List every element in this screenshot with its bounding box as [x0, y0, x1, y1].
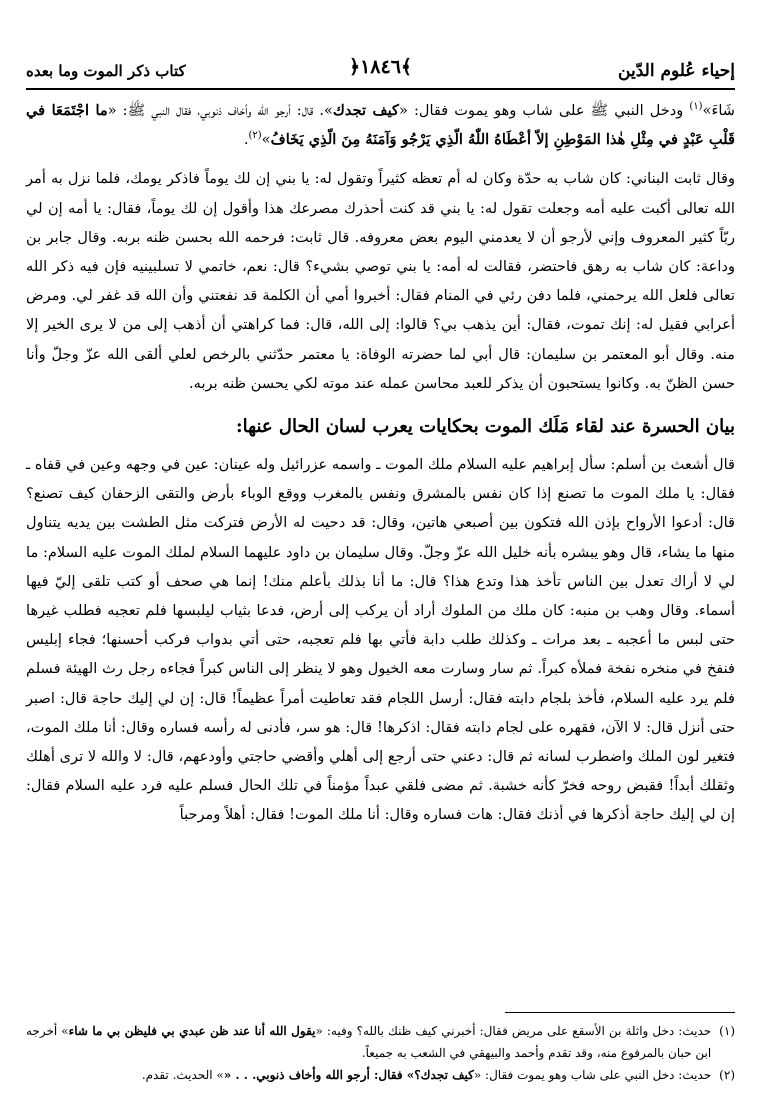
text-fragment: » أخرجه ابن حبان بالمرفوع منه، وقد تقدم وأحمد والبيهقي في الشعب به جميعاً.: [26, 1024, 712, 1060]
text-fragment: .: [243, 131, 249, 149]
text-fragment: » الحديث. تقدم.: [141, 1068, 224, 1082]
paragraph-3: قال أشعث بن أسلم: سأل إبراهيم عليه السلام ملك الموت ـ واسمه عزرائيل وله عينان: عين في وجهه وعين في قفاه ـ فقال: يا ملك الموت ما تصنع إذا كان نفس بالمشرق ونفس بالمغرب ووقع الوباء بأرض والتقى الزحفان كيف تصنع؟ قال: أدعوا الأرواح بإذن الله فتكون بين أصبعي هاتين، وقال: قد دحيت له الأرض فتركت مثل الطشت بين يديه يتناول منها ما يشاء، قال وهو يبشره بأنه خليل الله عزّ وجلّ. وقال سليمان بن داود عليهما السلام لملك الموت عليه السلام: ما لي لا أراك تعدل بين الناس تأخذ هذا وتدع هذا؟ قال: ما أنا بذلك بأعلم منك! إنما هي صحف أو كتب تلقى إليّ فيها أسماء. وقال وهب بن منبه: كان ملك من الملوك أراد أن يركب إلى أرض، فدعا بثياب ليلبسها فلم تعجبه فطلب غيرها حتى لبس ما أعجبه ـ بعد مرات ـ وكذلك طلب دابة فأتي بها فلم تعجبه، حتى أتي بدواب فركب أحسنها؛ فجاء إبليس فنفخ في منخره نفخة فملأه كبراً. ثم سار وسارت معه الخيول وهو لا ينظر إلى الناس كبراً فجاءه رجل رث الهيئة فسلم فلم يرد عليه السلام، فأخذ بلجام دابته فقال: أرسل اللجام فقد تعاطيت أمراً عظيماً! قال: إن لي إليك حاجة قال: اصبر حتى أنزل قال: لا الآن، فقهره على لجام دابته فقال: اذكرها! قال: هو سر، فأدنى له رأسه فساره وقال: أنا ملك الموت، فتغير لون الملك واضطرب لسانه ثم قال: دعني حتى أرجع إلى أهلي وأقضي حاجتي وأودعهم، قال: لا والله لا ترى أهلك وثقلك أبداً! فقبض روحه فخرّ كأنه خشبة. ثم مضى فلقي عبداً مؤمناً في تلك الحال فسلم عليه فرد عليه السلام فقال: إن لي إليك حاجة أذكرها في أذنك فقال: هات فساره وقال: أنا ملك الموت! فقال: أهلاً ومرحباً: [26, 456, 735, 824]
text-fragment: ». قال: أرجو الله وأخاف ذنوبي، فقال النبي ﷺ: «: [107, 102, 333, 119]
running-header: [26, 54, 735, 90]
footnotes: [26, 1020, 735, 1086]
footnote-number: (١): [719, 1024, 735, 1038]
book-title: إحياء عُلوم الدّين: [618, 61, 735, 81]
footnote-divider: [505, 1012, 735, 1013]
paragraph-2: وقال ثابت البناني: كان شاب به حدّة وكان له أم تعظه كثيراً وتقول له: يا بني إن لك يوماً فاذكر يومك، فلما نزل به أمر الله تعالى أكبت عليه أمه وجعلت تقول له: يا بني قد كنت أحذرك مصرعك هذا وأقول إن لك يوماً، فقال: يا أمه إن لي ربّاً كثير المعروف وإني لأرجو أن لا يعدمني اليوم بعض معروفه. قال ثابت: فرحمه الله بحسن ظنه بربه. وقال جابر بن وداعة: كان شاب به رهق فاحتضر، فقالت له أمه: يا بني توصي بشيء؟ قال: نعم، خاتمي لا تسلبينيه فإن فيه ذكر الله تعالى فلعل الله يرحمني، فلما دفن رئي في المنام فقال: أخبروا أمي أن الكلمة قد نفعتني وأن الله قد غفر لي. ومرض أعرابي فقيل له: إنك تموت، فقال: أين يذهب بي؟ قالوا: إلى الله، قال: فما كراهتي أن أذهب إلى من لا يرى الخير إلا منه. وقال أبو المعتمر بن سليمان: قال أبي لما حضرته الوفاة: يا معتمر حدّثني بالرخص لعلي ألقى الله عزّ وجلّ وأنا حسن الظنّ به. وكانوا يستحبون أن يذكر للعبد محاسن عمله عند موته لكي يحسن ظنه بربه.: [26, 170, 735, 392]
hadith-quote: كيف تجدك؟» فقال: أرجو الله وأخاف ذنوبي. . . «: [223, 1068, 474, 1082]
text-fragment: حديث: دخل واثلة بن الأسقع على مريض فقال: أخبرني كيف ظنك بالله؟ وفيه: «: [315, 1024, 712, 1038]
footnote-number: (٢): [719, 1068, 735, 1082]
text-fragment: حديث: دخل النبي على شاب وهو يموت فقال: «: [473, 1068, 712, 1082]
text-fragment: »: [261, 131, 271, 149]
footnote-text: [26, 1064, 711, 1086]
paragraph-1: [26, 96, 735, 154]
footnote-ref-2: (٢): [248, 130, 262, 142]
footnote-1: [26, 1020, 735, 1064]
main-text: [26, 96, 735, 830]
text-fragment: شَاءَ»: [702, 102, 735, 119]
hadith-quote: ما اجْتَمَعَا في قَلْبِ عَبْدٍ في مِثْلِ هٰذا المَوْطِنِ إلاّ أعْطَاهُ اللّٰهُ الّذِي يَرْجُو وَآمَنَهُ مِنَ الّذِي يَخَافُ: [26, 102, 735, 149]
text-fragment: ودخل النبي ﷺ على شاب وهو يموت فقال: «: [399, 102, 690, 119]
footnote-ref-1: (١): [689, 101, 703, 113]
hadith-quote: كيف تجدك: [332, 102, 399, 119]
footnote-2: [26, 1064, 735, 1086]
hadith-quote: يقول الله أنا عند ظن عبدي بي فليظن بي ما شاء: [68, 1024, 316, 1038]
page-number: ﴿١٨٤٦﴾: [348, 56, 413, 78]
footnote-text: [26, 1020, 711, 1064]
section-heading: بيان الحسرة عند لقاء مَلَك الموت بحكايات يعرب لسان الحال عنها:: [236, 416, 735, 438]
chapter-title: كتاب ذكر الموت وما بعده: [26, 62, 186, 80]
